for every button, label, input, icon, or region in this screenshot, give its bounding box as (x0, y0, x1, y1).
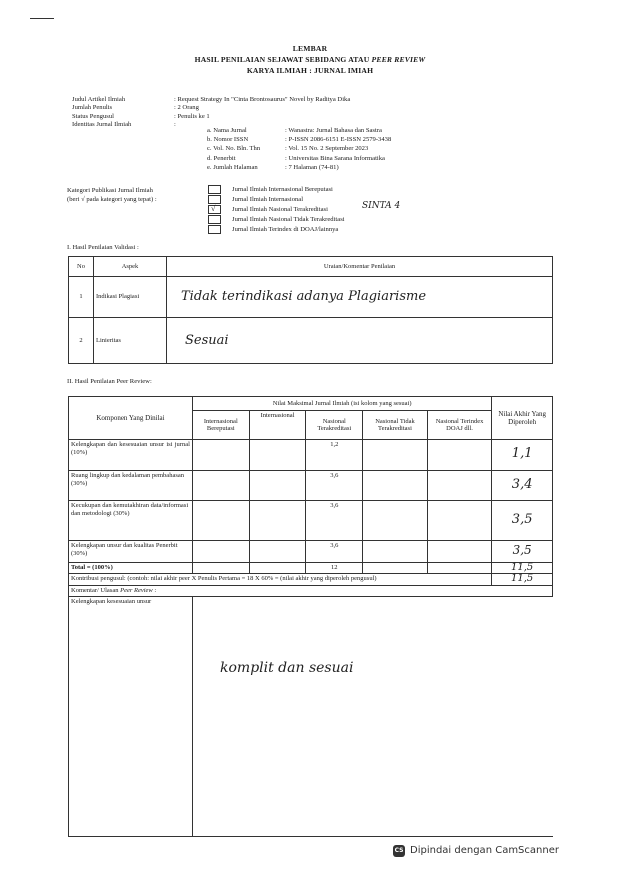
sub-label-e: e. Jumlah Halaman (207, 164, 258, 171)
col-nilai-max: Nilai Maksimal Jurnal Ilmiah (isi kolom yang sesuai) (192, 397, 491, 411)
kategori-checkbox-1[interactable] (208, 185, 221, 194)
row-max: 3,6 (306, 541, 363, 563)
header-line3: KARYA ILMIAH : JURNAL IMIAH (246, 66, 374, 75)
table-row (69, 471, 553, 501)
kategori-label: Kategori Publikasi Jurnal Ilmiah (67, 187, 153, 194)
col-nilai-akhir: Nilai Akhir Yang Diperoleh (492, 397, 553, 440)
komentar-label: Kelengkapan kesesuaian unsur (69, 596, 193, 836)
row-aspek: Indikasi Plagiasi (94, 277, 167, 318)
identitas-label: Identitas Jurnal Ilmiah (72, 121, 132, 128)
komentar-text: komplit dan sesuai (220, 660, 354, 676)
row-max: 3,6 (306, 501, 363, 541)
kategori-checkbox-2[interactable] (208, 195, 221, 204)
sub-label-d: d. Penerbit (207, 155, 236, 162)
row-komentar (167, 277, 553, 318)
header-line1: LEMBAR (292, 44, 328, 53)
identitas-colon: : (174, 121, 176, 128)
kategori-hint: (beri √ pada kategori yang tepat) : (67, 196, 157, 203)
kategori-option-4: Jurnal Ilmiah Nasional Tidak Terakreditasi (232, 216, 345, 223)
komentar-linieritas: Sesuai (185, 332, 229, 348)
table-row (69, 440, 553, 471)
col-komentar: Uraian/Komentar Penilaian (167, 257, 553, 277)
scan-mark (30, 18, 54, 19)
row-akhir: 3,5 (492, 541, 553, 563)
table-row (69, 277, 553, 318)
sub-value-c: : Vol. 15 No. 2 September 2023 (285, 145, 369, 152)
col-no: No (69, 257, 94, 277)
col-aspek: Aspek (94, 257, 167, 277)
row-komponen: Kecukupan dan kemutakhiran data/informasi dan metodologi (30%) (69, 501, 193, 541)
total-akhir: 11,5 (492, 563, 553, 574)
row-no: 1 (69, 277, 94, 318)
sub-label-b: b. Nomor ISSN (207, 136, 249, 143)
sub-label-c: c. Vol. No. Bln. Thn (207, 145, 261, 152)
section1-title: I. Hasil Penilaian Validasi : (67, 244, 139, 251)
check-mark-icon: √ (211, 204, 216, 213)
komentar-header: Komentar/ Ulasan Peer Review : (69, 586, 553, 597)
sub-value-d: : Universitas Bina Sarana Informatika (285, 155, 385, 162)
jumlah-label: Jumlah Penulis (72, 104, 113, 111)
row-komentar (167, 318, 553, 364)
kategori-checkbox-4[interactable] (208, 215, 221, 224)
row-no: 2 (69, 318, 94, 364)
judul-label: Judul Artikel Ilmiah (72, 96, 126, 103)
row-akhir: 1,1 (492, 440, 553, 471)
col-komponen: Komponen Yang Dinilai (69, 397, 193, 440)
sub-doaj: Nasional Terindex DOAJ dll. (427, 411, 492, 440)
jumlah-value: : 2 Orang (174, 104, 199, 111)
peer-review-table (68, 396, 553, 837)
row-komponen: Kelengkapan unsur dan kualitas Penerbit (30%) (69, 541, 193, 563)
row-komponen: Kelengkapan dan kesesuaian unsur isi jurnal (10%) (69, 440, 193, 471)
sub-label-a: a. Nama Jurnal (207, 127, 247, 134)
komentar-header-row (69, 586, 553, 597)
status-value: : Penulis ke 1 (174, 113, 210, 120)
row-max: 1,2 (306, 440, 363, 471)
kategori-option-5: Jurnal Ilmiah Terindex di DOAJ/lainnya (232, 226, 339, 233)
section2-title: II. Hasil Penilaian Peer Review: (67, 378, 152, 385)
komentar-plagiasi: Tidak terindikasi adanya Plagiarisme (181, 289, 427, 304)
kontribusi-row (69, 574, 553, 586)
status-label: Status Pengusul (72, 113, 114, 120)
kontribusi-label: Kontribusi pengusul: (contoh: nilai akhir peer X Penulis Pertama = 18 X 60% = (nilai akhir yang diperoleh pengusul) (69, 574, 492, 586)
kategori-option-3: Jurnal Ilmiah Nasional Terakreditasi (232, 206, 328, 213)
table-row (69, 501, 553, 541)
row-akhir: 3,4 (492, 471, 553, 501)
kategori-checkbox-5[interactable] (208, 225, 221, 234)
row-aspek: Linieritas (94, 318, 167, 364)
camscanner-text: Dipindai dengan CamScanner (410, 845, 559, 856)
sub-value-e: : 7 Halaman (74-81) (285, 164, 339, 171)
total-label: Total = (100%) (69, 563, 193, 574)
kategori-option-1: Jurnal Ilmiah Internasional Bereputasi (232, 186, 333, 193)
row-max: 3,6 (306, 471, 363, 501)
total-row (69, 563, 553, 574)
sub-value-a: : Wanastra: Jurnal Bahasa dan Sastra (285, 127, 382, 134)
sub-nas-tidak: Nasional Tidak Terakreditasi (363, 411, 428, 440)
kategori-checkbox-3[interactable] (208, 205, 221, 214)
sub-nas-akreditasi: Nasional Terakreditasi (306, 411, 363, 440)
judul-value: : Request Strategy In "Cinta Brontosaurus" Novel by Raditya Dika (174, 96, 351, 103)
total-max: 12 (306, 563, 363, 574)
table-row (69, 318, 553, 364)
komentar-row (69, 596, 553, 836)
validasi-table (68, 256, 553, 364)
row-komponen: Ruang lingkup dan kedalaman pembahasan (30%) (69, 471, 193, 501)
table-row (69, 541, 553, 563)
sub-intl-bereputasi: Internasional Bereputasi (192, 411, 249, 440)
camscanner-logo-icon: CS (393, 845, 405, 857)
sinta-note: SINTA 4 (362, 201, 401, 211)
komentar-box (192, 596, 552, 836)
sub-value-b: : P-ISSN 2086-6151 E-ISSN 2579-3438 (285, 136, 392, 143)
row-akhir: 3,5 (492, 501, 553, 541)
header-line2: HASIL PENILAIAN SEJAWAT SEBIDANG ATAU PEER REVIEW (194, 55, 426, 64)
kategori-option-2: Jurnal Ilmiah Internasional (232, 196, 304, 203)
sub-intl: Internasional (249, 411, 306, 440)
kontribusi-value: 11,5 (492, 574, 553, 586)
